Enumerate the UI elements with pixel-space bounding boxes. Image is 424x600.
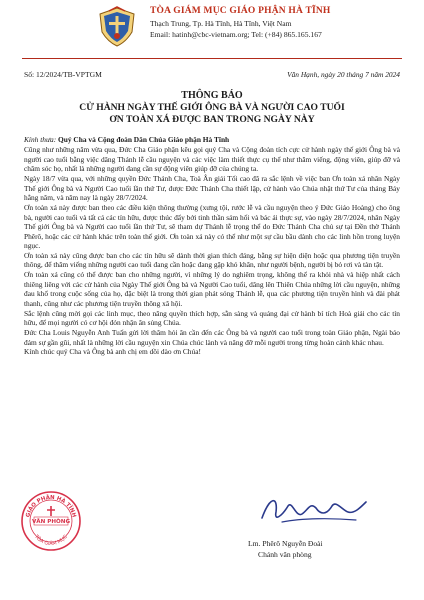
- document-title: [0, 90, 424, 126]
- title-line-3: ƠN TOÀN XÁ ĐƯỢC BAN TRONG NGÀY NÀY: [109, 114, 315, 125]
- signer-role: Chánh văn phòng: [258, 550, 312, 559]
- signature-block: [232, 488, 402, 559]
- signer-name: Lm. Phêrô Nguyễn Đoài: [248, 539, 323, 548]
- org-header: [150, 6, 420, 39]
- paragraph: Kính chúc quý Cha và Ông bà anh chị em dồi dào ơn Chúa!: [24, 347, 201, 357]
- title-line-2: CỬ HÀNH NGÀY THẾ GIỚI ÔNG BÀ VÀ NGƯỜI CAO TUỔI: [79, 102, 345, 113]
- org-address: Thạch Trung, Tp. Hà Tĩnh, Hà Tĩnh, Việt Nam: [150, 19, 292, 28]
- diocese-crest-icon: [96, 6, 138, 48]
- paragraph: Ơn toàn xá này được ban theo các điều kiện thông thường (xưng tội, rước lễ và cầu nguyện theo ý Đức Giáo Hoàng) cho ông bà, người cao tuổi và tất cả các tín hữu, được thúc đẩy bởi tinh thần sám hối và bác ái thực sự, vào ngày 28/7/2024, nhân Ngày Thế giới Ông bà và Người cao tuổi lần thứ Tư, sẽ tham dự Thánh lễ trọng thể do Đức Thánh Cha chủ sự tại Đền thờ Thánh Phêrô, hoặc các cử hành khác trên toàn thế giới. Ơn toàn xá này có thể như một sự cầu bầu dành cho các linh hồn trong luyện ngục.: [24, 203, 400, 250]
- svg-text:GIÁO PHẬN HÀ TĨNH: GIÁO PHẬN HÀ TĨNH: [25, 494, 77, 518]
- office-seal-stamp: [20, 490, 82, 552]
- paragraph: Ơn toàn xá cũng có thể được ban cho những người, vì những lý do nghiêm trọng, không thể ra khỏi nhà và hiệp nhất cách thiêng liêng với các cử hành của Ngày Thế giới Ông bà và Người Cao tuổi, dâng lên Thiên Chúa những lời cầu nguyện, những đau khổ trong cuộc sống của họ, đặc biệt là trong thời gian phát sóng Thánh lễ, qua các phương tiện truyền hình và đài phát thanh, cũng như các phương tiện truyền thông xã hội.: [24, 270, 400, 308]
- title-line-1: THÔNG BÁO: [181, 90, 243, 101]
- greeting-label: Kính thưa:: [24, 135, 59, 144]
- document-body: [24, 135, 400, 357]
- header-divider: [22, 58, 402, 59]
- paragraph: Sắc lệnh cũng mời gọi các linh mục, theo năng quyền thích hợp, sẵn sàng và quảng đại cử hành bí tích Hoà giải cho các tín hữu, để mọi người có cơ hội đón nhận ân sủng Chúa.: [24, 308, 400, 328]
- paragraph: Ngày 18/7 vừa qua, với những quyền Đức Thánh Cha, Toà Ân giải Tối cao đã ra sắc lệnh về việc ban Ơn toàn xá nhân Ngày Thế giới Ông bà và Người Cao tuổi lần thứ Tư, được Đức Thánh Cha thiết lập, cử hành vào Chúa nhật thứ Tư của tháng Bảy hằng năm, và năm nay là ngày 28/7/2024.: [24, 174, 400, 203]
- doc-number: Số: 12/2024/TB-VPTGM: [24, 70, 102, 79]
- greeting: [24, 135, 400, 144]
- org-name: TÒA GIÁM MỤC GIÁO PHẬN HÀ TĨNH: [150, 6, 331, 16]
- svg-text:VĂN PHÒNG: VĂN PHÒNG: [31, 519, 71, 526]
- org-contact: Email: hatinh@cbc-vietnam.org; Tel: (+84) 865.165.167: [150, 30, 322, 39]
- date-line: Văn Hạnh, ngày 20 tháng 7 năm 2024: [287, 70, 400, 79]
- paragraph: Cũng như những năm vừa qua, Đức Cha Giáo phận kêu gọi quý Cha và Cộng đoàn tích cực cử hành ngày thế giới Ông bà và người cao tuổi bằng việc dâng Thánh lễ cầu nguyện và các việc làm thiết thực cụ thể như thăm viếng, động viên, giúp đỡ và chăm sóc họ, nhất là những người đang cần sự động viên giúp đỡ của chúng ta.: [24, 145, 400, 174]
- paragraph: Ơn toàn xá này cũng được ban cho các tín hữu sẽ dành thời gian thích đáng, bằng sự hiện diện hoặc qua phương tiện truyền thông, để thăm viếng những người cao tuổi đang cần hoặc đang gặp khó khăn, như người bệnh, người bị bỏ rơi và tàn tật.: [24, 250, 400, 270]
- svg-text:TÒA GIÁM MỤC: TÒA GIÁM MỤC: [33, 533, 69, 548]
- paragraph: Đức Cha Louis Nguyễn Anh Tuấn gửi lời thăm hỏi ân cần đến các Ông bà và người cao tuổi trong toàn Giáo phận, Ngài bảo đảm sự gần gũi, nhất là những lời cầu nguyện xin Chúa chúc lành và nâng đỡ mỗi người trong từng hoàn cảnh khác nhau.: [24, 328, 400, 347]
- greeting-recipient: Quý Cha và Cộng đoàn Dân Chúa Giáo phận Hà Tĩnh: [58, 135, 230, 144]
- handwritten-signature: [252, 488, 372, 530]
